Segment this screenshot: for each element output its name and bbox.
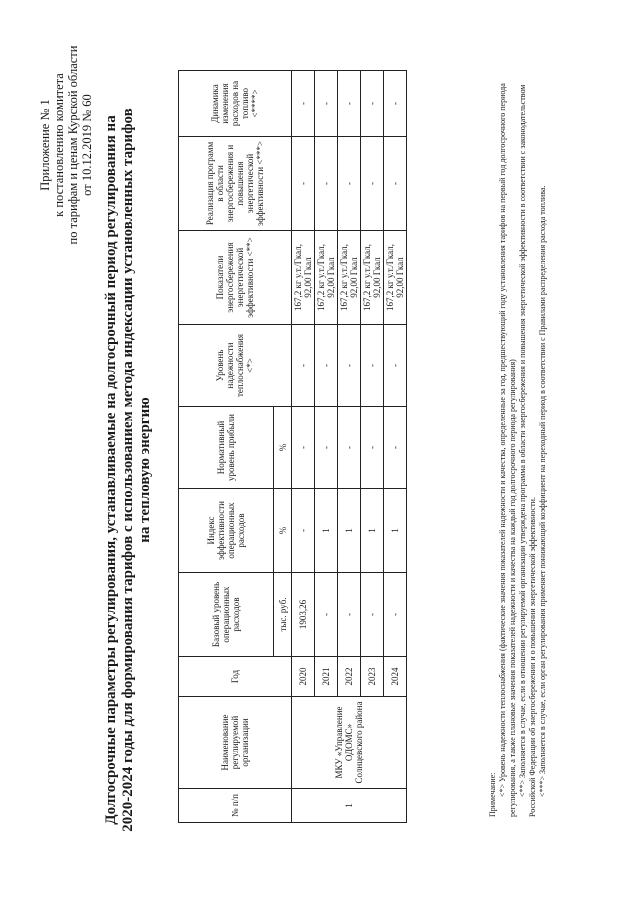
- cell-base: -: [384, 573, 407, 657]
- header-organization: Наименование регулируемой организации: [179, 697, 292, 789]
- appendix-committee: по тарифам и ценам Курской области: [66, 45, 80, 245]
- header-fuel-dynamics: Динамика изменения расходов на топливо <****>: [179, 71, 292, 137]
- notes-heading: Примечание:: [488, 772, 497, 817]
- cell-programs: -: [338, 137, 361, 231]
- unit-index: %: [274, 489, 292, 573]
- cell-energy: 167,2 кг у.т./Гкал, 92,00 Гкал: [338, 231, 361, 325]
- cell-index: 1: [338, 489, 361, 573]
- row-number: 1: [292, 789, 407, 823]
- cell-energy: 167,2 кг у.т./Гкал, 92,00 Гкал: [361, 231, 384, 325]
- note-reliability: <*> Уровень надежности теплоснабжения (фактические значения показателей надежности и качества, определенные за год, предшествующий году установления тарифов на первый год долгосрочного периода регулирования, а также плановые значения показателей надежности и качества на каждый год долгосрочного периода регулирования): [498, 83, 517, 817]
- cell-profit: -: [361, 407, 384, 489]
- header-reliability: Уровень надежности теплоснабжения <*>: [179, 325, 292, 407]
- table-header-row: [179, 71, 274, 823]
- table-row: [292, 71, 315, 823]
- cell-index: 1: [361, 489, 384, 573]
- unit-profit: %: [274, 407, 292, 489]
- notes-section: [488, 77, 548, 817]
- cell-reliability: -: [361, 325, 384, 407]
- title-line-1: Долгосрочные параметры регулирования, устанавливаемые на долгосрочный период регулирования на: [103, 115, 119, 825]
- parameters-table: [178, 70, 407, 823]
- header-base-level: Базовый уровень операционных расходов: [179, 573, 274, 657]
- cell-base: -: [338, 573, 361, 657]
- cell-dynamics: -: [338, 71, 361, 137]
- header-efficiency-index: Индекс эффективности операционных расходов: [179, 489, 274, 573]
- cell-dynamics: -: [384, 71, 407, 137]
- note-energy-program: <**> Заполняется в случае, если в отношении регулируемой организации утверждена программа в области энергосбережения и повышения энергетической эффективности в соответствии с законодательством Российской Федерации об энергосбережении и о повышении энергетической эффективности.: [518, 84, 537, 817]
- cell-programs: -: [292, 137, 315, 231]
- unit-base: тыс. руб.: [274, 573, 292, 657]
- cell-dynamics: -: [315, 71, 338, 137]
- cell-reliability: -: [338, 325, 361, 407]
- cell-programs: -: [361, 137, 384, 231]
- header-programs: Реализация программ в области энергосбережения и повышения энергетической эффективности <***>: [179, 137, 292, 231]
- cell-base: -: [361, 573, 384, 657]
- cell-dynamics: -: [292, 71, 315, 137]
- cell-profit: -: [292, 407, 315, 489]
- cell-programs: -: [315, 137, 338, 231]
- cell-index: -: [292, 489, 315, 573]
- cell-profit: -: [315, 407, 338, 489]
- title-line-3: на тепловую энергию: [137, 397, 153, 543]
- cell-energy: 167,2 кг у.т./Гкал, 92,00 Гкал: [384, 231, 407, 325]
- cell-year: 2022: [338, 657, 361, 697]
- appendix-date: от 10.12.2019 № 60: [80, 94, 94, 196]
- cell-dynamics: -: [361, 71, 384, 137]
- cell-profit: -: [338, 407, 361, 489]
- header-profit-level: Нормативный уровень прибыли: [179, 407, 274, 489]
- cell-year: 2021: [315, 657, 338, 697]
- cell-index: 1: [315, 489, 338, 573]
- appendix-header: [38, 40, 94, 250]
- cell-index: 1: [384, 489, 407, 573]
- note-fuel-coefficient: <***> Заполняется в случае, если орган регулирования применяет понижающий коэффициент на переходный период в соответствии с Правилами распределения расхода топлива.: [538, 185, 547, 797]
- cell-year: 2024: [384, 657, 407, 697]
- appendix-number: Приложение № 1: [38, 99, 52, 191]
- cell-energy: 167,2 кг у.т./Гкал, 92,00 Гкал: [315, 231, 338, 325]
- cell-energy: 167,2 кг у.т./Гкал, 92,00 Гкал: [292, 231, 315, 325]
- title-line-2: 2020-2024 годы для формирования тарифов с использованием метода индексации установленных тарифов: [120, 108, 136, 832]
- header-num: № п/п: [179, 789, 292, 823]
- appendix-decree: к постановлению комитета: [52, 73, 66, 217]
- cell-programs: -: [384, 137, 407, 231]
- cell-year: 2023: [361, 657, 384, 697]
- organization-name: МКУ «Управление ОДОМС» Солнцевского района: [292, 697, 407, 789]
- header-year: Год: [179, 657, 292, 697]
- cell-base: -: [315, 573, 338, 657]
- header-energy-saving: Показатели энергосбережения энергетической эффективности <**>: [179, 231, 292, 325]
- cell-year: 2020: [292, 657, 315, 697]
- cell-base: 1903,26: [292, 573, 315, 657]
- cell-reliability: -: [292, 325, 315, 407]
- cell-reliability: -: [384, 325, 407, 407]
- cell-profit: -: [384, 407, 407, 489]
- cell-reliability: -: [315, 325, 338, 407]
- document-title: [103, 55, 154, 885]
